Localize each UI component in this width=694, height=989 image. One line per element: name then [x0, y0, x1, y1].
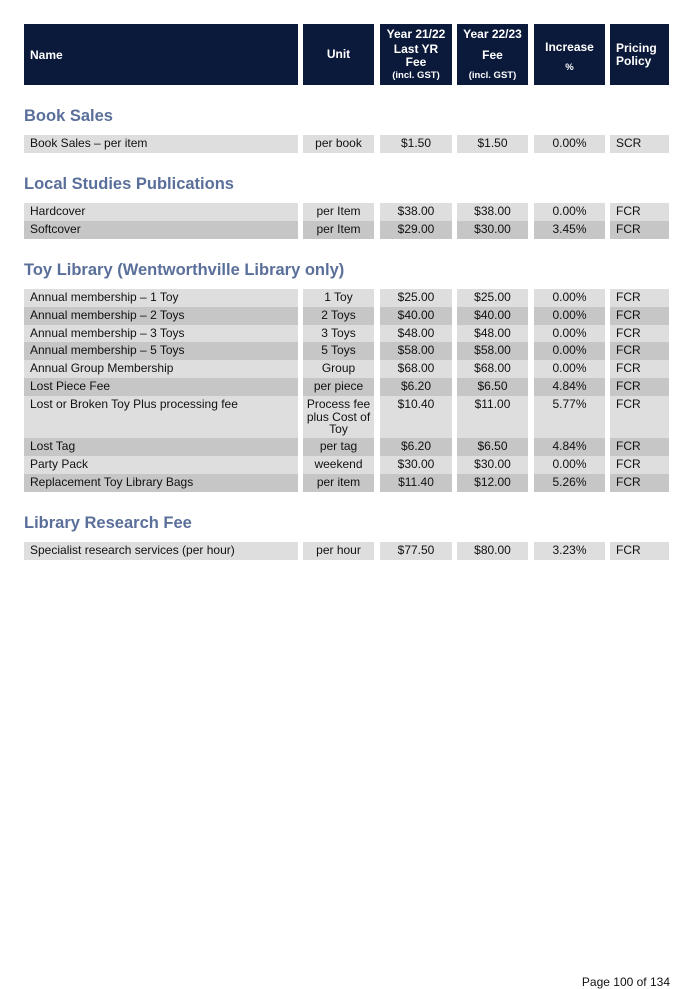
cell-name: Softcover: [24, 221, 298, 239]
cell-name: Party Pack: [24, 456, 298, 474]
header-unit: [303, 24, 374, 85]
header-last-year-line2: Last YR: [393, 41, 439, 56]
cell-last-year-fee: $6.20: [380, 438, 452, 456]
cell-last-year-fee: $10.40: [380, 396, 452, 438]
cell-name: Annual Group Membership: [24, 360, 298, 378]
cell-pricing-policy: FCR: [610, 456, 669, 474]
cell-unit: Group: [303, 360, 374, 378]
cell-pricing-policy: FCR: [610, 203, 669, 221]
section-title-toy-library: Toy Library (Wentworthville Library only): [24, 261, 345, 279]
header-increase-line2: %: [565, 62, 574, 73]
cell-pricing-policy: SCR: [610, 135, 669, 153]
header-last-year-line1: Year 21/22: [386, 26, 446, 41]
cell-last-year-fee: $58.00: [380, 342, 452, 360]
section-title-local-studies: Local Studies Publications: [24, 175, 234, 193]
cell-last-year-fee: $48.00: [380, 325, 452, 343]
cell-last-year-fee: $38.00: [380, 203, 452, 221]
cell-increase: 0.00%: [534, 456, 605, 474]
cell-last-year-fee: $25.00: [380, 289, 452, 307]
header-unit-label: Unit: [326, 47, 351, 61]
cell-name: Annual membership – 3 Toys: [24, 325, 298, 343]
cell-increase: 5.26%: [534, 474, 605, 492]
cell-unit: per Item: [303, 203, 374, 221]
cell-unit: weekend: [303, 456, 374, 474]
cell-unit: [303, 396, 374, 438]
cell-last-year-fee: $40.00: [380, 307, 452, 325]
header-last-year-line3: Fee: [405, 54, 427, 69]
cell-fee: $40.00: [457, 307, 528, 325]
cell-last-year-fee: $1.50: [380, 135, 452, 153]
cell-name: Replacement Toy Library Bags: [24, 474, 298, 492]
cell-increase: 4.84%: [534, 438, 605, 456]
cell-unit: per tag: [303, 438, 374, 456]
cell-unit: per Item: [303, 221, 374, 239]
header-increase: [534, 24, 605, 85]
cell-fee: $38.00: [457, 203, 528, 221]
cell-unit-line: Process fee: [306, 397, 371, 411]
cell-pricing-policy: FCR: [610, 325, 669, 343]
header-name: [24, 24, 298, 85]
cell-name: Lost Piece Fee: [24, 378, 298, 396]
cell-pricing-policy: FCR: [610, 396, 669, 438]
cell-unit: per hour: [303, 542, 374, 560]
cell-last-year-fee: $68.00: [380, 360, 452, 378]
cell-pricing-policy: FCR: [610, 342, 669, 360]
cell-increase: 0.00%: [534, 203, 605, 221]
header-fee-line2: Fee: [482, 47, 503, 62]
cell-name: Book Sales – per item: [24, 135, 298, 153]
cell-increase: 0.00%: [534, 307, 605, 325]
header-fee-line1: Year 22/23: [463, 26, 522, 41]
cell-pricing-policy: FCR: [610, 542, 669, 560]
cell-fee: $48.00: [457, 325, 528, 343]
cell-pricing-policy: FCR: [610, 289, 669, 307]
header-policy-line1: Pricing: [616, 40, 657, 55]
cell-last-year-fee: $11.40: [380, 474, 452, 492]
header-policy-line2: Policy: [616, 53, 652, 68]
cell-increase: 3.23%: [534, 542, 605, 560]
cell-unit: 2 Toys: [303, 307, 374, 325]
cell-name: Annual membership – 1 Toy: [24, 289, 298, 307]
cell-pricing-policy: FCR: [610, 438, 669, 456]
cell-name: Annual membership – 2 Toys: [24, 307, 298, 325]
cell-pricing-policy: FCR: [610, 474, 669, 492]
cell-fee: $30.00: [457, 221, 528, 239]
cell-last-year-fee: $30.00: [380, 456, 452, 474]
cell-increase: 0.00%: [534, 360, 605, 378]
cell-fee: $68.00: [457, 360, 528, 378]
cell-increase: 4.84%: [534, 378, 605, 396]
cell-increase: 0.00%: [534, 325, 605, 343]
cell-fee: $25.00: [457, 289, 528, 307]
cell-fee: $80.00: [457, 542, 528, 560]
cell-pricing-policy: FCR: [610, 307, 669, 325]
header-fee: [457, 24, 528, 85]
section-title-library-research-fee: Library Research Fee: [24, 514, 192, 532]
cell-name: Specialist research services (per hour): [24, 542, 298, 560]
cell-unit: 3 Toys: [303, 325, 374, 343]
cell-name: Lost or Broken Toy Plus processing fee: [24, 396, 298, 438]
cell-name: Annual membership – 5 Toys: [24, 342, 298, 360]
header-name-label: Name: [30, 47, 63, 62]
cell-increase: 0.00%: [534, 135, 605, 153]
cell-fee: $1.50: [457, 135, 528, 153]
cell-increase: 0.00%: [534, 289, 605, 307]
cell-unit: per item: [303, 474, 374, 492]
header-last-year-fee: [380, 24, 452, 85]
cell-fee: $58.00: [457, 342, 528, 360]
cell-unit: per book: [303, 135, 374, 153]
cell-last-year-fee: $6.20: [380, 378, 452, 396]
cell-unit: 1 Toy: [303, 289, 374, 307]
cell-pricing-policy: FCR: [610, 360, 669, 378]
cell-increase: 5.77%: [534, 396, 605, 438]
cell-fee: $12.00: [457, 474, 528, 492]
section-title-book-sales: Book Sales: [24, 107, 113, 125]
cell-increase: 3.45%: [534, 221, 605, 239]
cell-increase: 0.00%: [534, 342, 605, 360]
cell-unit: 5 Toys: [303, 342, 374, 360]
cell-unit-line: Toy: [329, 422, 348, 436]
cell-last-year-fee: $77.50: [380, 542, 452, 560]
cell-pricing-policy: FCR: [610, 378, 669, 396]
cell-name: Lost Tag: [24, 438, 298, 456]
cell-unit: per piece: [303, 378, 374, 396]
cell-name: Hardcover: [24, 203, 298, 221]
page-number: Page 100 of 134: [581, 975, 670, 989]
header-increase-line1: Increase: [545, 40, 594, 54]
cell-fee: $6.50: [457, 438, 528, 456]
cell-pricing-policy: FCR: [610, 221, 669, 239]
header-fee-line3: (incl. GST): [468, 69, 517, 81]
header-pricing-policy: [610, 24, 669, 85]
cell-last-year-fee: $29.00: [380, 221, 452, 239]
cell-fee: $11.00: [457, 396, 528, 438]
header-last-year-line4: (incl. GST): [392, 69, 440, 81]
cell-unit-line: plus Cost of: [306, 409, 371, 424]
cell-fee: $30.00: [457, 456, 528, 474]
cell-fee: $6.50: [457, 378, 528, 396]
